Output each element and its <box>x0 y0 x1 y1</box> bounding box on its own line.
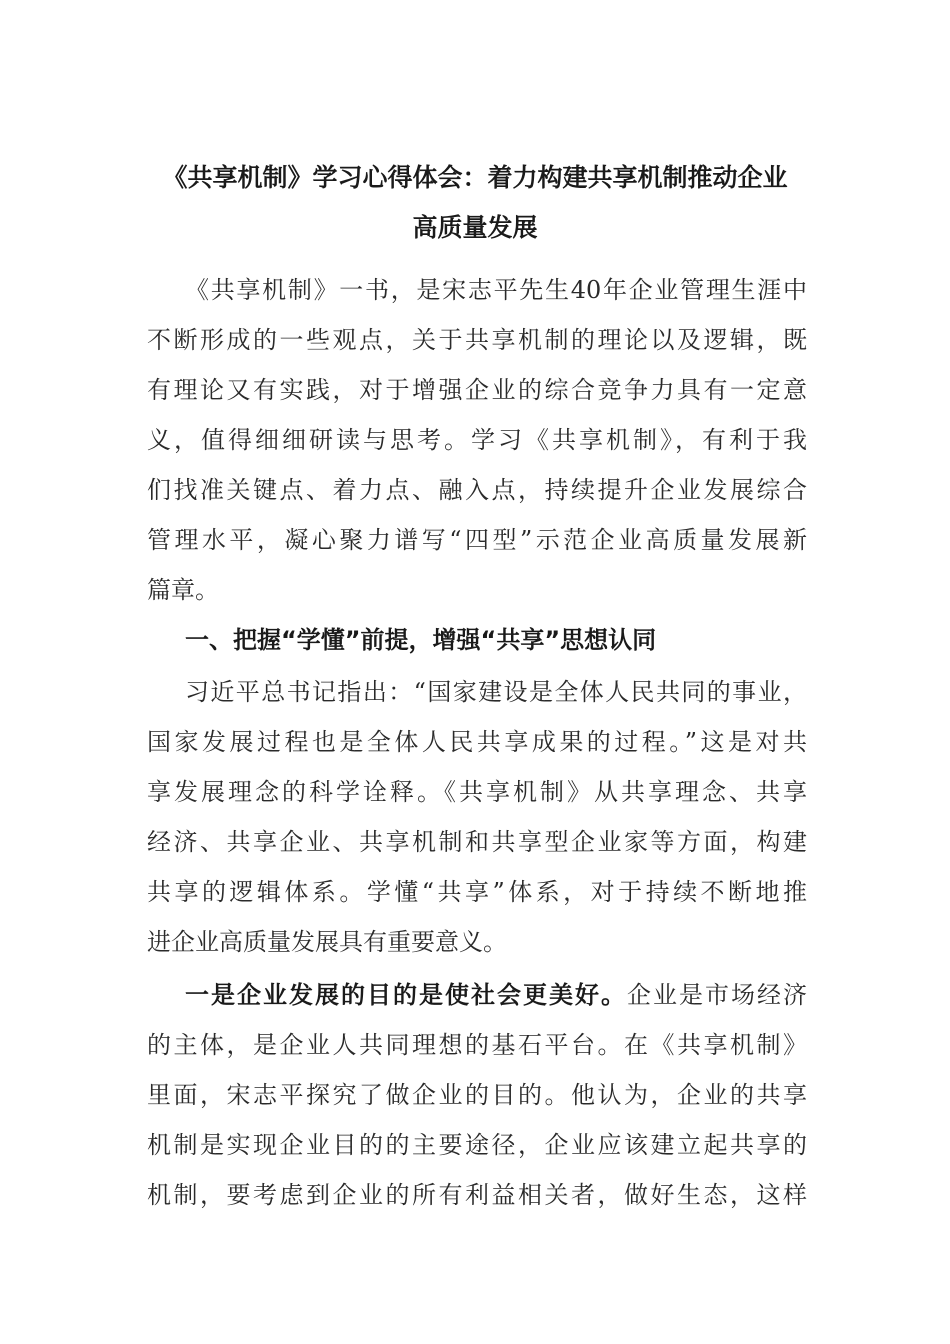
point1-first-line <box>185 975 807 1010</box>
section1-line: 经济、共享企业、共享机制和共享型企业家等方面，构建 <box>147 828 807 856</box>
point1-bold-lead: 一是企业发展的目的是使社会更美好。 <box>185 981 627 1009</box>
section1-line: 国家发展过程也是全体人民共享成果的过程。”这是对共 <box>147 728 807 756</box>
point1-line: 机制，要考虑到企业的所有利益相关者，做好生态，这样 <box>147 1181 807 1209</box>
section1-line: 习近平总书记指出：“国家建设是全体人民共同的事业， <box>185 678 807 706</box>
intro-line: 有理论又有实践，对于增强企业的综合竞争力具有一定意 <box>147 376 807 404</box>
section1-line: 进企业高质量发展具有重要意义。 <box>147 928 507 956</box>
section1-line: 享发展理念的科学诠释。《共享机制》从共享理念、共享 <box>147 778 807 806</box>
point1-line: 机制是实现企业目的的主要途径，企业应该建立起共享的 <box>147 1131 807 1159</box>
point1-line: 里面，宋志平探究了做企业的目的。他认为，企业的共享 <box>147 1081 807 1109</box>
intro-line: 篇章。 <box>147 576 219 604</box>
document-title-line-1: 《共享机制》学习心得体会：着力构建共享机制推动企业 <box>162 163 788 192</box>
intro-line: 管理水平，凝心聚力谱写“四型”示范企业高质量发展新 <box>147 526 807 554</box>
section1-line: 共享的逻辑体系。学懂“共享”体系，对于持续不断地推 <box>147 878 807 906</box>
section-heading-1: 一、把握“学懂”前提，增强“共享”思想认同 <box>185 626 657 654</box>
point1-first-rest: 企业是市场经济 <box>627 981 807 1009</box>
intro-line: 《共享机制》一书，是宋志平先生40年企业管理生涯中 <box>185 276 807 304</box>
document-title-line-2: 高质量发展 <box>412 213 538 242</box>
intro-line: 们找准关键点、着力点、融入点，持续提升企业发展综合 <box>147 476 807 504</box>
intro-line: 不断形成的一些观点，关于共享机制的理论以及逻辑，既 <box>147 326 807 354</box>
intro-line: 义，值得细细研读与思考。学习《共享机制》，有利于我 <box>147 426 807 454</box>
point1-line: 的主体，是企业人共同理想的基石平台。在《共享机制》 <box>147 1031 807 1059</box>
